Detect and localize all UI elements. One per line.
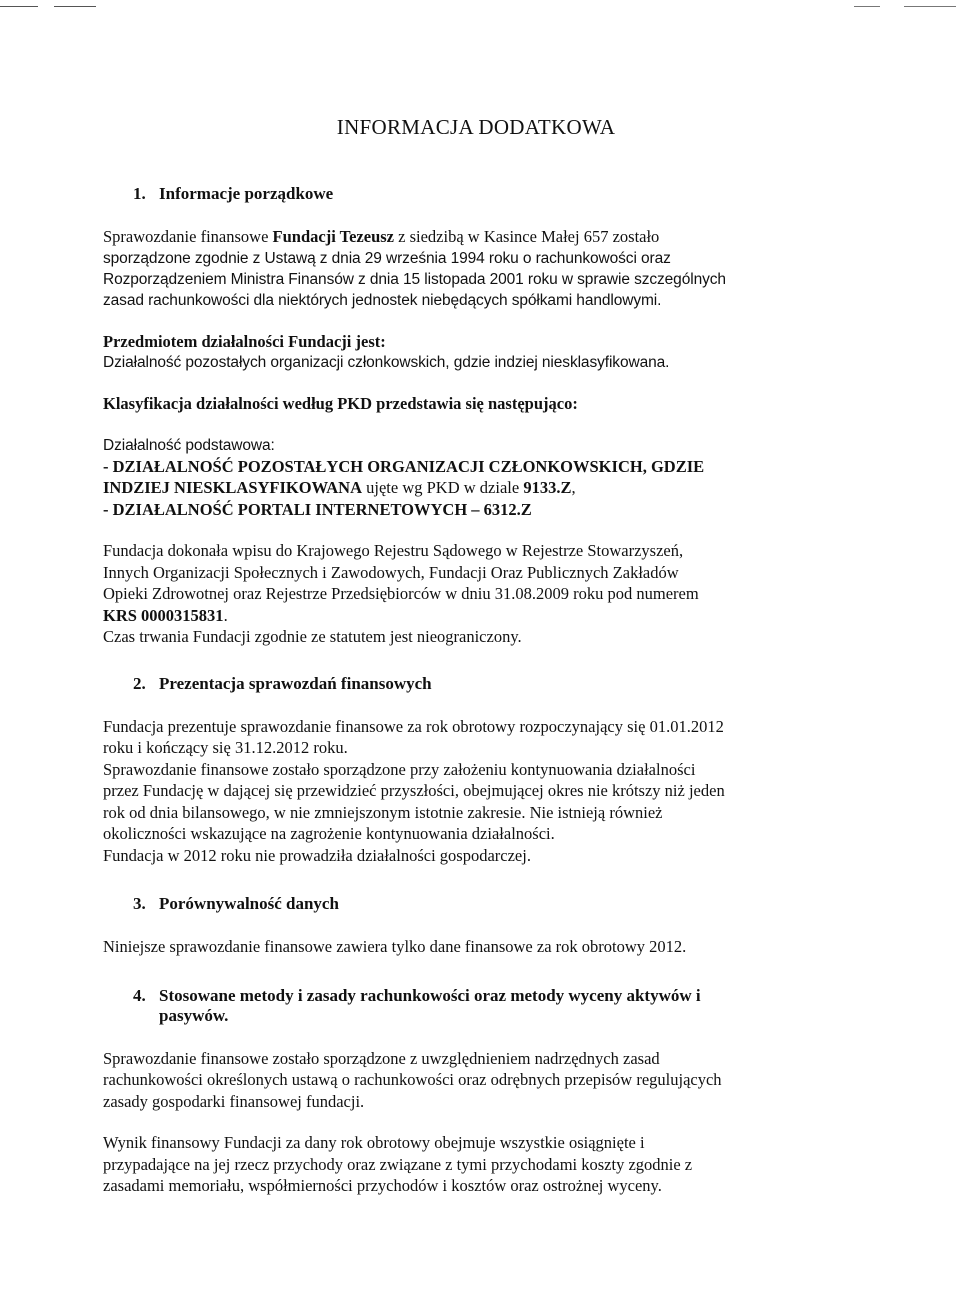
text-line: Czas trwania Fundacji zgodnie ze statutem jest nieograniczony.: [103, 627, 522, 646]
text: INDZIEJ NIESKLASYFIKOWANA: [103, 478, 363, 497]
basic-activity-label: Działalność podstawowa:: [103, 436, 275, 454]
scan-edge-marks: [0, 0, 960, 10]
text-line: Niniejsze sprawozdanie finansowe zawiera tylko dane finansowe za rok obrotowy 2012.: [103, 937, 687, 956]
subject-heading: Przedmiotem działalności Fundacji jest:: [103, 331, 386, 351]
document-page: [103, 115, 843, 1197]
subject-text: Działalność pozostałych organizacji członkowskich, gdzie indziej niesklasyfikowana.: [103, 354, 670, 371]
activity-line: - DZIAŁALNOŚĆ POZOSTAŁYCH ORGANIZACJI CZŁONKOWSKICH, GDZIE: [103, 456, 705, 476]
section-title: Informacje porządkowe: [159, 184, 334, 203]
text-line: zasad rachunkowości dla niektórych jednostek niebędących spółkami handlowymi.: [103, 291, 662, 309]
text-line: Sprawozdanie finansowe zostało sporządzone przy założeniu kontynuowania działalności: [103, 759, 696, 779]
text-line: Fundacja prezentuje sprawozdanie finansowe za rok obrotowy rozpoczynający się 01.01.2012: [103, 716, 724, 736]
section-1-heading: [103, 184, 843, 204]
krs-line: [103, 605, 843, 627]
text-line: sporządzone zgodnie z Ustawą z dnia 29 września 1994 roku o rachunkowości oraz: [103, 249, 671, 267]
paragraph: [103, 226, 843, 248]
section-number: 4.: [133, 985, 146, 1005]
text: .: [223, 605, 228, 625]
text-line: Fundacja dokonała wpisu do Krajowego Rejestru Sądowego w Rejestrze Stowarzyszeń,: [103, 541, 684, 560]
section-4-heading: [103, 986, 843, 1006]
text-line: zasady gospodarki finansowej fundacji.: [103, 1091, 365, 1111]
pkd-code: 9133.Z: [523, 478, 572, 497]
section-number: 1.: [133, 184, 146, 203]
section-2-heading: [103, 674, 843, 694]
text: z siedzibą w Kasince Małej 657 zostało: [394, 227, 660, 246]
text: Sprawozdanie finansowe: [103, 227, 273, 246]
section-title: Porównywalność danych: [159, 894, 339, 913]
text-line: przez Fundację w dającej się przewidzieć przyszłości, obejmującej okres nie krótszy niż jeden: [103, 781, 725, 800]
section-number: 3.: [133, 894, 146, 913]
text: ,: [571, 478, 576, 497]
krs-number: KRS 0000315831: [103, 605, 224, 625]
text-line: Innych Organizacji Społecznych i Zawodowych, Fundacji Oraz Publicznych Zakładów: [103, 562, 679, 582]
text-line: Opieki Zdrowotnej oraz Rejestrze Przedsiębiorców w dniu 31.08.2009 roku pod numerem: [103, 584, 699, 603]
text: ujęte wg PKD w dziale: [362, 478, 524, 497]
foundation-name: Fundacji Tezeusz: [272, 227, 395, 246]
activity-line: [103, 477, 843, 499]
section-title: pasywów.: [159, 1005, 229, 1025]
activity-line: - DZIAŁALNOŚĆ PORTALI INTERNETOWYCH – 6312.Z: [103, 499, 532, 519]
section-3-heading: [103, 894, 843, 914]
text-line: Wynik finansowy Fundacji za dany rok obrotowy obejmuje wszystkie osiągnięte i: [103, 1133, 645, 1152]
section-number: 2.: [133, 673, 146, 693]
document-title: INFORMACJA DODATKOWA: [336, 115, 616, 139]
pkd-heading: Klasyfikacja działalności według PKD przedstawia się następująco:: [103, 394, 578, 413]
text-line: rachunkowości określonych ustawą o rachunkowości oraz odrębnych przepisów regulujących: [103, 1070, 722, 1089]
text-line: rok od dnia bilansowego, w nie zmniejszonym istotnie zakresie. Nie istnieją również: [103, 802, 663, 822]
text-line: Fundacja w 2012 roku nie prowadziła działalności gospodarczej.: [103, 845, 531, 865]
text-line: Sprawozdanie finansowe zostało sporządzone z uwzględnieniem nadrzędnych zasad: [103, 1048, 660, 1068]
section-title: Stosowane metody i zasady rachunkowości oraz metody wyceny aktywów i: [159, 985, 701, 1005]
text-line: zasadami memoriału, współmierności przychodów i kosztów oraz ostrożnej wyceny.: [103, 1176, 662, 1195]
text-line: przypadające na jej rzecz przychody oraz związane z tymi przychodami koszty zgodnie z: [103, 1154, 693, 1174]
text-line: Rozporządzeniem Ministra Finansów z dnia 15 listopada 2001 roku w sprawie szczególnych: [103, 270, 726, 288]
text-line: roku i kończący się 31.12.2012 roku.: [103, 738, 348, 757]
section-title: Prezentacja sprawozdań finansowych: [159, 673, 432, 693]
text-line: okoliczności wskazujące na zagrożenie kontynuowania działalności.: [103, 824, 555, 843]
section-4-heading-continued: [103, 1006, 843, 1026]
